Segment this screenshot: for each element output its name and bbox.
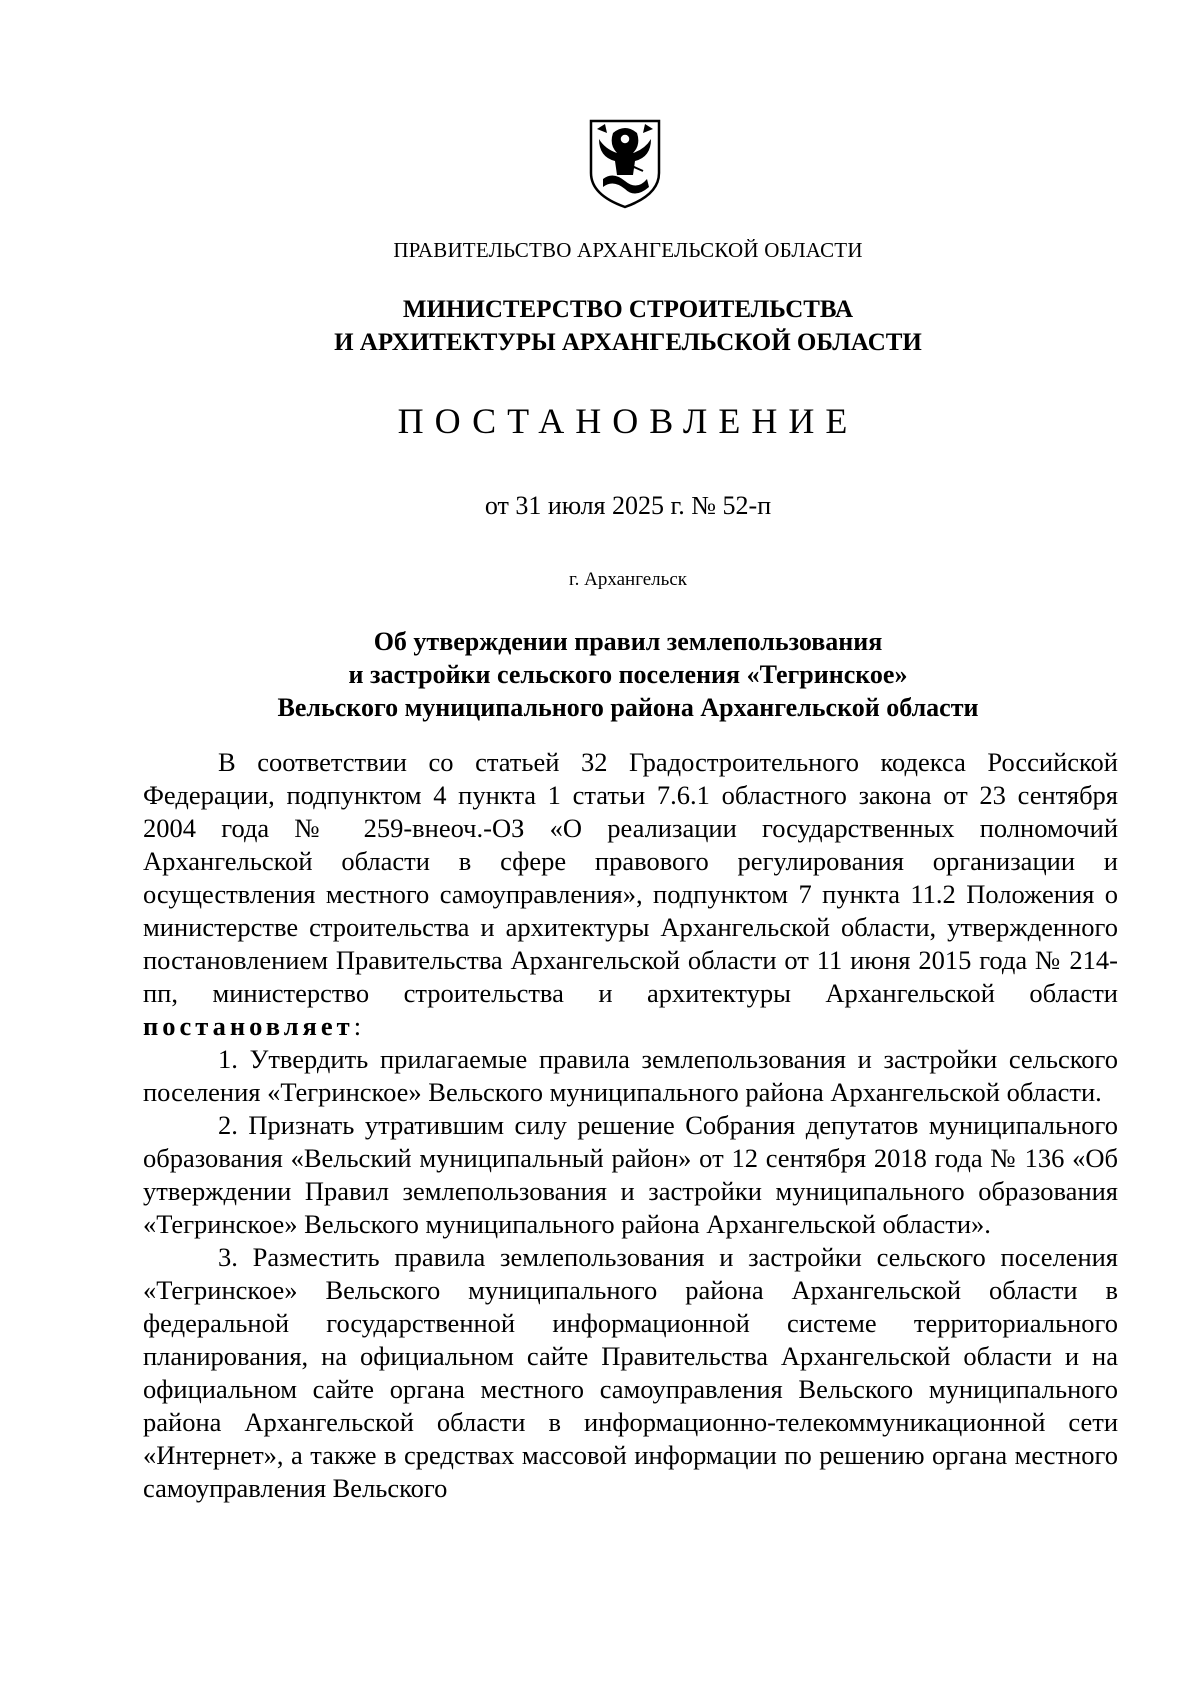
government-name: ПРАВИТЕЛЬСТВО АРХАНГЕЛЬСКОЙ ОБЛАСТИ bbox=[393, 238, 863, 262]
preamble-paragraph bbox=[143, 746, 1118, 1043]
title-line-2: и застройки сельского поселения «Тегринское» bbox=[348, 660, 908, 689]
title-line-1: Об утверждении правил землепользования bbox=[373, 627, 883, 656]
coat-of-arms-icon bbox=[585, 115, 665, 210]
decree-colon: : bbox=[353, 1011, 362, 1041]
title-line-3: Вельского муниципального района Архангельской области bbox=[277, 693, 979, 722]
ministry-name-line-1: МИНИСТЕРСТВО СТРОИТЕЛЬСТВА bbox=[402, 296, 854, 323]
decree-word: постановляет bbox=[143, 1011, 354, 1041]
document-body bbox=[143, 746, 1118, 1505]
document-title bbox=[0, 625, 1200, 724]
item-1: 1. Утвердить прилагаемые правила землепользования и застройки сельского поселения «Тегринское» Вельского муниципального района Архангельской области. bbox=[143, 1044, 1118, 1107]
item-3: 3. Разместить правила землепользования и застройки сельского поселения «Тегринское» Вельского муниципального района Архангельской области в федеральной государственной информационной системе территориального планирования, на официальном сайте Правительства Архангельской области и на официальном сайте органа местного самоуправления Вельского муниципального района Архангельской области в информационно-телекоммуникационной сети «Интернет», а также в средствах массовой информации по решению органа местного самоуправления Вельского bbox=[143, 1242, 1118, 1503]
preamble-text: В соответствии со статьей 32 Градостроительного кодекса Российской Федерации, подпунктом 4 пункта 1 статьи 7.6.1 областного закона от 23 сентября 2004 года № 259-внеоч.-ОЗ «О реализации государственных полномочий Архангельской области в сфере правового регулирования организации и осуществления местного самоуправления», подпунктом 7 пункта 11.2 Положения о министерстве строительства и архитектуры Архангельской области, утвержденного постановлением Правительства Архангельской области от 11 июня 2015 года № 214-пп, министерство строительства и архитектуры Архангельской области bbox=[143, 747, 1118, 1008]
city: г. Архангельск bbox=[568, 569, 687, 590]
date-and-number: от 31 июля 2025 г. № 52-п bbox=[484, 491, 772, 520]
ministry-name bbox=[0, 293, 1200, 359]
document-type: ПОСТАНОВЛЕНИЕ bbox=[397, 401, 859, 441]
ministry-name-line-2: И АРХИТЕКТУРЫ АРХАНГЕЛЬСКОЙ ОБЛАСТИ bbox=[334, 329, 922, 356]
item-2: 2. Признать утратившим силу решение Собрания депутатов муниципального образования «Вельский муниципальный район» от 12 сентября 2018 года № 136 «Об утверждении Правил землепользования и застройки муниципального образования «Тегринское» Вельского муниципального района Архангельской области». bbox=[143, 1110, 1118, 1239]
